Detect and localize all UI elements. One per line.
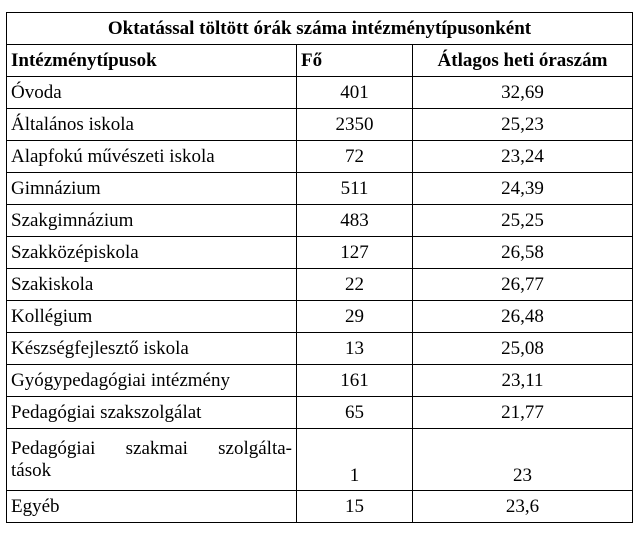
table-row (7, 173, 633, 205)
header-row (7, 45, 633, 77)
avg-hours-cell: 25,08 (413, 333, 633, 365)
headcount-cell: 13 (297, 333, 413, 365)
headcount-cell: 72 (297, 141, 413, 173)
avg-hours-cell: 25,23 (413, 109, 633, 141)
avg-hours-cell: 21,77 (413, 397, 633, 429)
table-row (7, 269, 633, 301)
headcount-cell: 29 (297, 301, 413, 333)
headcount-cell: 2350 (297, 109, 413, 141)
wrapped-type-text (11, 438, 292, 482)
header-avg-weekly-hours: Átlagos heti óraszám (413, 45, 633, 77)
institution-type-cell: Egyéb (7, 491, 297, 523)
type-line-1: Pedagógiai szakmai szolgálta- (11, 437, 292, 459)
institution-type-cell: Szakiskola (7, 269, 297, 301)
headcount-cell: 511 (297, 173, 413, 205)
institution-type-cell: Óvoda (7, 77, 297, 109)
avg-hours-cell: 23,11 (413, 365, 633, 397)
institution-type-cell: Készségfejlesztő iskola (7, 333, 297, 365)
avg-hours-cell: 25,25 (413, 205, 633, 237)
institution-type-cell: Szakgimnázium (7, 205, 297, 237)
institution-type-cell: Szakközépiskola (7, 237, 297, 269)
headcount-cell: 483 (297, 205, 413, 237)
table-title: Oktatással töltött órák száma intézménytípusonként (7, 13, 633, 45)
header-headcount: Fő (297, 45, 413, 77)
table-row (7, 397, 633, 429)
table-row (7, 491, 633, 523)
institution-type-cell: Alapfokú művészeti iskola (7, 141, 297, 173)
table-row (7, 141, 633, 173)
table-row (7, 301, 633, 333)
table-row (7, 237, 633, 269)
header-institution-type: Intézménytípusok (7, 45, 297, 77)
avg-hours-cell: 23 (413, 429, 633, 491)
headcount-cell: 161 (297, 365, 413, 397)
headcount-cell: 65 (297, 397, 413, 429)
avg-hours-cell: 24,39 (413, 173, 633, 205)
avg-hours-cell: 26,48 (413, 301, 633, 333)
institution-type-cell: Általános iskola (7, 109, 297, 141)
avg-hours-cell: 26,58 (413, 237, 633, 269)
table-row (7, 109, 633, 141)
institution-type-cell: Gimnázium (7, 173, 297, 205)
table-row (7, 365, 633, 397)
avg-hours-cell: 26,77 (413, 269, 633, 301)
avg-hours-cell: 23,6 (413, 491, 633, 523)
institution-type-cell: Pedagógiai szakszolgálat (7, 397, 297, 429)
avg-hours-cell: 23,24 (413, 141, 633, 173)
headcount-cell: 127 (297, 237, 413, 269)
table-row (7, 333, 633, 365)
type-line-2: tások (11, 459, 52, 481)
headcount-cell: 401 (297, 77, 413, 109)
headcount-cell: 1 (297, 429, 413, 491)
table-row (7, 77, 633, 109)
institution-type-cell: Gyógypedagógiai intézmény (7, 365, 297, 397)
institution-type-cell (7, 429, 297, 491)
institution-hours-table (6, 12, 633, 523)
title-row (7, 13, 633, 45)
headcount-cell: 22 (297, 269, 413, 301)
table-row (7, 205, 633, 237)
table-row (7, 429, 633, 491)
institution-type-cell: Kollégium (7, 301, 297, 333)
headcount-cell: 15 (297, 491, 413, 523)
avg-hours-cell: 32,69 (413, 77, 633, 109)
